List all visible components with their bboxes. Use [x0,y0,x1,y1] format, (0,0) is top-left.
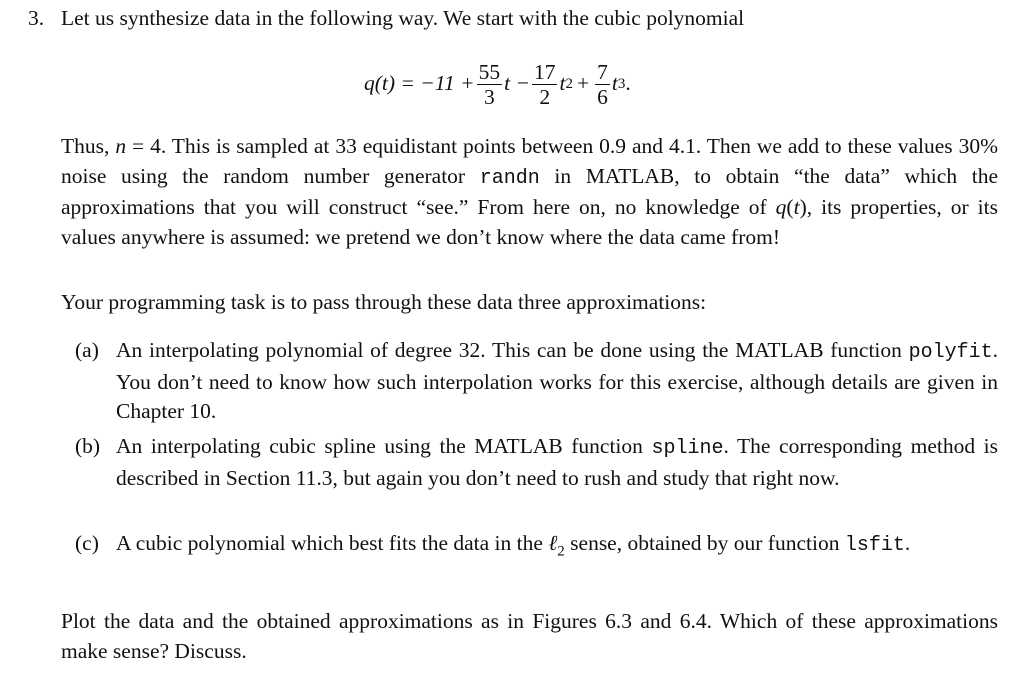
ell-subscript: 2 [557,543,565,560]
item-b-text [116,432,998,493]
code-polyfit: polyfit [908,341,993,364]
item-b-text-a: An interpolating cubic spline using the MATLAB function [116,434,652,458]
item-a-text [116,336,998,427]
frac-7-6 [595,60,610,109]
ell-symbol: ℓ [548,531,558,555]
eq-t1: t − [504,71,530,96]
p1-text-b: = 4. This is sampled at 33 equidistant points between 0.9 and 4.1. Then we add to these values 30% noise using the random number generator [61,134,998,188]
frac-17-2 [532,60,558,109]
problem-number: 3. [28,6,45,30]
frac-55-3 [477,60,503,109]
p1-text-e: ), its properties, or its values anywhere is assumed: we pretend we don’t know where the data came from! [61,195,998,249]
item-b-text-b: . The corresponding method is described in Section 11.3, but again you don’t need to rush and study that right now. [116,434,998,490]
code-randn: randn [479,166,540,190]
frac1-numerator: 55 [478,59,501,84]
p1-text-a: Thus, [61,134,116,158]
p1-paren-open: ( [786,195,794,219]
paragraph-task: Your programming task is to pass through these data three approximations: [61,290,707,314]
item-c-text [116,529,998,567]
frac2-numerator: 17 [533,59,556,84]
frac1-denominator: 3 [483,84,495,109]
eq-t3: t [611,71,618,96]
eq-lhs: q(t) = −11 + [364,71,475,96]
item-a-text-a: An interpolating polynomial of degree 32. This can be done using the MATLAB function [116,338,909,362]
p1-text-c: in MATLAB, to obtain “the data” which the approximations that you will construct “see.” From here on, no knowledge of [61,163,998,219]
eq-plus: + [576,71,590,96]
p1-var-q: q [775,195,787,219]
code-spline: spline [651,437,724,460]
item-a-label: (a) [75,338,99,362]
eq-t2: t [559,71,566,96]
item-a-text-b: . You don’t need to know how such interpolation works for this exercise, although details are given in Chapter 10. [116,338,998,423]
item-b-label: (b) [75,434,101,458]
item-c-text-a: A cubic polynomial which best fits the data in the [116,531,549,555]
problem-intro: Let us synthesize data in the following way. We start with the cubic polynomial [61,6,745,30]
item-c-label: (c) [75,531,99,555]
paragraph-sampling [61,132,998,252]
p1-var-t: t [793,195,800,219]
paragraph-plot-discuss: Plot the data and the obtained approximations as in Figures 6.3 and 6.4. Which of these approximations make sense? Discuss. [61,609,998,663]
item-c-text-c: . [904,531,911,555]
eq-end: . [625,71,631,96]
frac3-denominator: 6 [597,84,608,109]
p1-var-n: n [115,134,127,158]
item-c-text-b: sense, obtained by our function [564,531,845,555]
cubic-polynomial-equation: q(t) = −11 + $\frac{55}{3}$ t − $\frac{17}{2}$ t 2 + $\frac{7}{6}$ t 3 . [364,59,631,109]
frac2-denominator: 2 [539,84,551,109]
frac3-numerator: 7 [597,59,608,84]
code-lsfit: lsfit [844,534,905,557]
